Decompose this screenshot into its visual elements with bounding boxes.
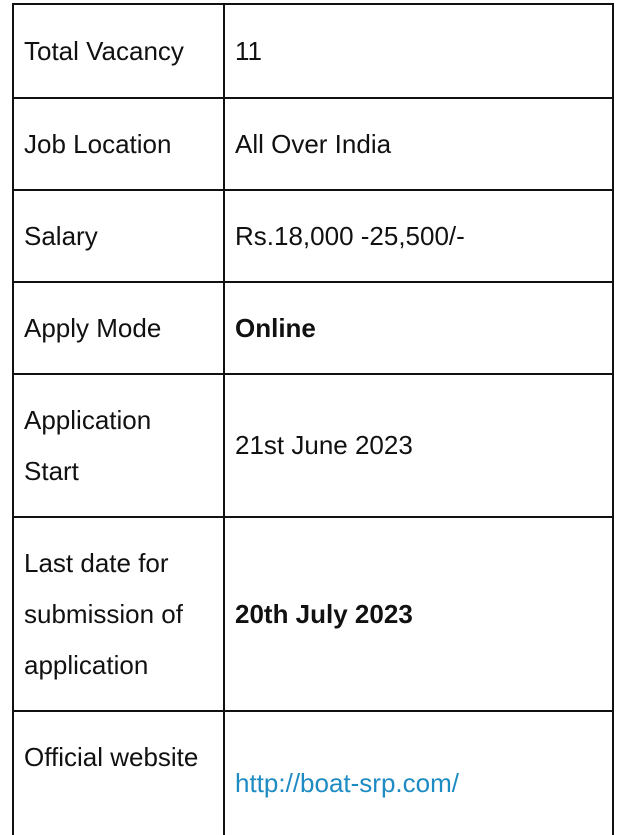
row-label: Application Start [13, 374, 224, 517]
table-row [13, 517, 613, 711]
row-value [224, 711, 613, 835]
table-row [13, 282, 613, 374]
table-row [13, 711, 613, 835]
official-website-link[interactable]: http://boat-srp.com/ [235, 768, 459, 798]
row-value: 21st June 2023 [224, 374, 613, 517]
row-value: All Over India [224, 98, 613, 190]
row-label: Salary [13, 190, 224, 282]
row-label: Last date for submission of application [13, 517, 224, 711]
row-value: Rs.18,000 -25,500/- [224, 190, 613, 282]
table-row [13, 190, 613, 282]
table-row [13, 98, 613, 190]
row-label: Official website [13, 711, 224, 835]
row-label: Job Location [13, 98, 224, 190]
row-label: Apply Mode [13, 282, 224, 374]
row-label: Total Vacancy [13, 4, 224, 98]
row-value: 11 [224, 4, 613, 98]
apply-mode-value: Online [224, 282, 613, 374]
table-row [13, 374, 613, 517]
job-details-table [12, 3, 614, 835]
last-date-value: 20th July 2023 [224, 517, 613, 711]
table-row [13, 4, 613, 98]
